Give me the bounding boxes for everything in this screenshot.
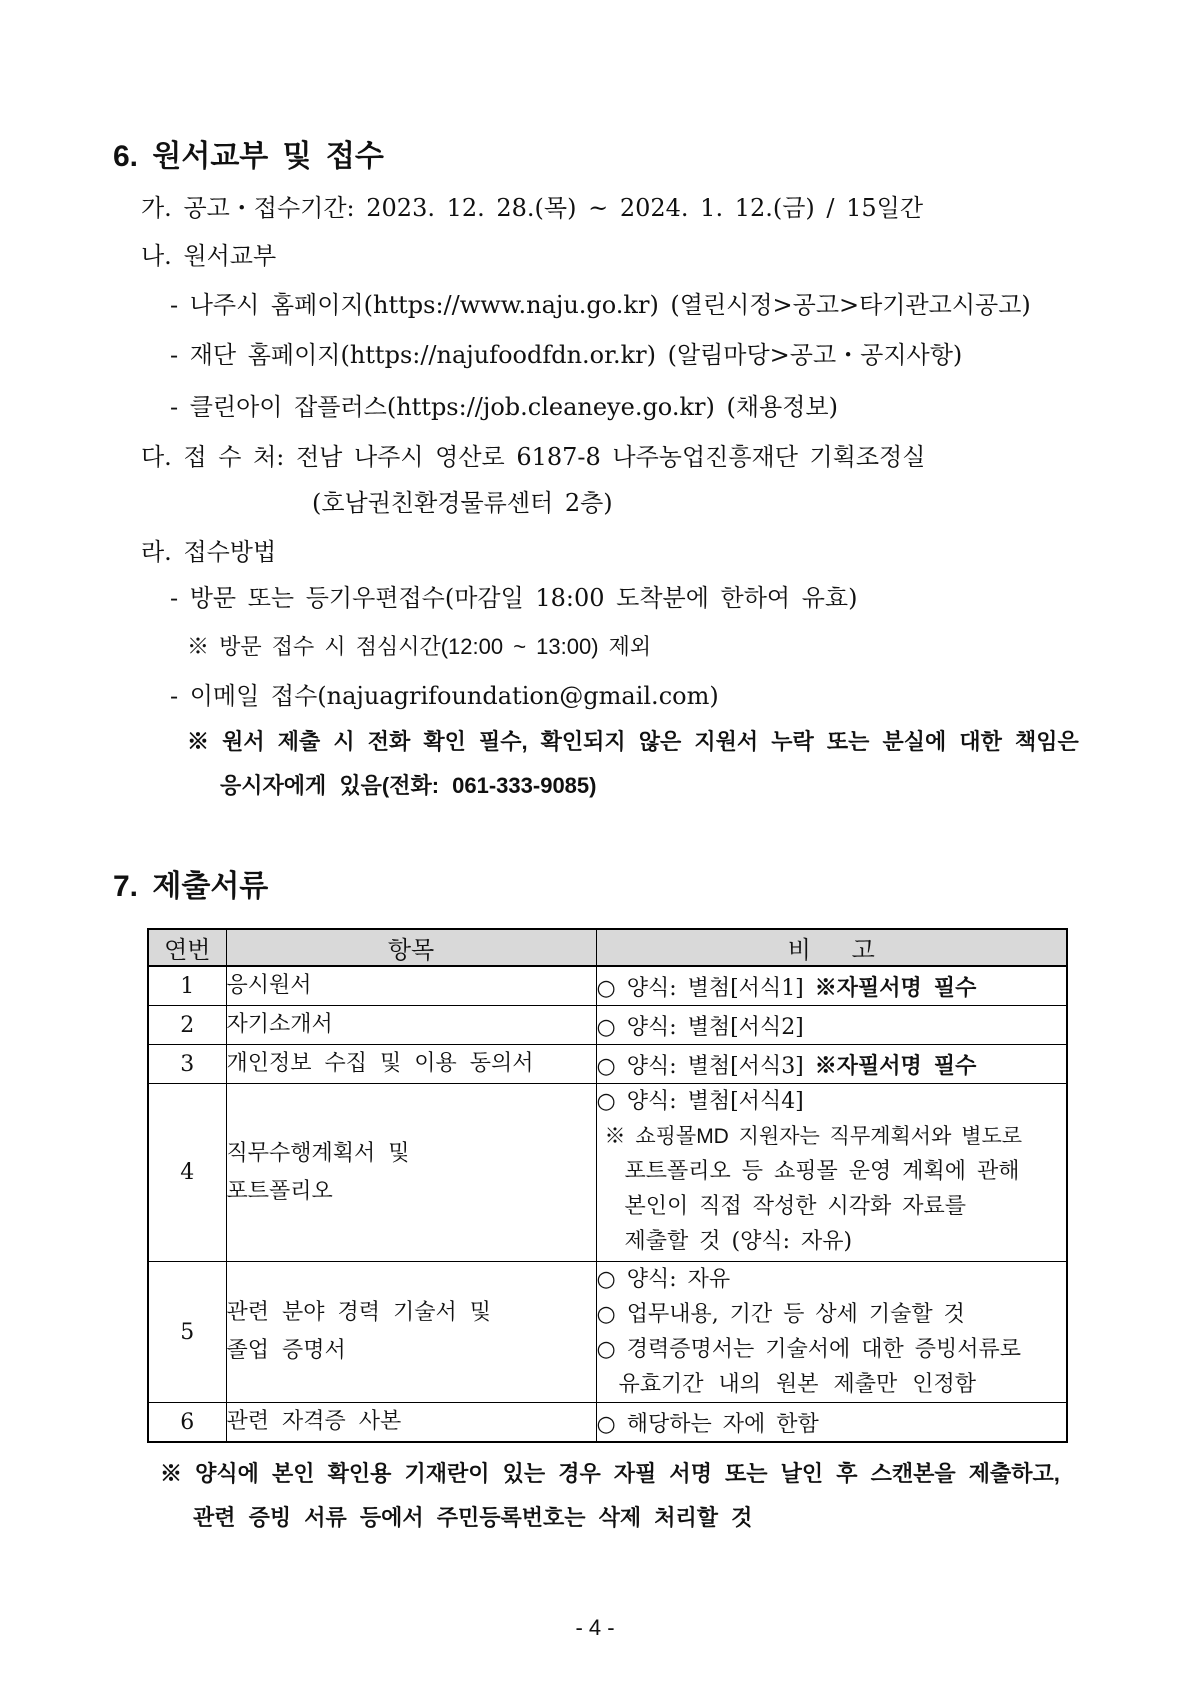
form-signature-note: ※ 양식에 본인 확인용 기재란이 있는 경우 자필 서명 또는 날인 후 스캔본을 제출하고,: [160, 1461, 1060, 1486]
remark-line: 포트폴리오 등 쇼핑몰 운영 계획에 관해: [624, 1159, 1020, 1184]
row-remarks: [596, 1045, 1067, 1084]
row-remarks: [596, 1262, 1067, 1403]
row-item-line: 관련 분야 경력 기술서 및: [226, 1300, 491, 1325]
row-item-line: 관련 자격증 사본: [226, 1409, 402, 1434]
row-number: 2: [148, 1006, 226, 1045]
distribution-item-naju-city: - 나주시 홈페이지(https://www.naju.go.kr) (열린시정>공고>타기관고시공고): [170, 291, 1031, 319]
distribution-item-foundation: - 재단 홈페이지(https://najufoodfdn.or.kr) (알림마당>공고・공지사항): [170, 341, 963, 369]
remark-line: 제출할 것 (양식: 자유): [624, 1229, 853, 1254]
reception-method-title: 라. 접수방법: [141, 538, 277, 566]
row-number: 3: [148, 1045, 226, 1084]
remark-reference-note: ※ 쇼핑몰MD 지원자는 직무계획서와 별도로: [604, 1125, 1023, 1148]
row-item: [226, 1045, 596, 1084]
table-row: [148, 1262, 1067, 1403]
phone-confirmation-warning: ※ 원서 제출 시 전화 확인 필수, 확인되지 않은 지원서 누락 또는 분실에 대한 책임은: [187, 729, 1079, 754]
section-6-heading: 6. 원서교부 및 접수: [113, 140, 384, 173]
row-remarks: [596, 1084, 1067, 1262]
remark-line: ○ 경력증명서는 기술서에 대한 증빙서류로: [596, 1337, 1021, 1362]
visit-lunch-note: ※ 방문 접수 시 점심시간(12:00 ~ 13:00) 제외: [187, 634, 652, 659]
table-row: [148, 1084, 1067, 1262]
row-number: 1: [148, 966, 226, 1006]
row-remarks: [596, 1006, 1067, 1045]
table-row: [148, 1006, 1067, 1045]
form-signature-note-cont: 관련 증빙 서류 등에서 주민등록번호는 삭제 처리할 것: [193, 1505, 753, 1530]
remark-line: ○ 해당하는 자에 한함: [596, 1411, 819, 1437]
column-header-item: 항목: [226, 929, 596, 966]
remark-line: 본인이 직접 작성한 시각화 자료를: [624, 1194, 967, 1219]
remark-line: ○ 양식: 별첨[서식2]: [596, 1014, 804, 1040]
column-header-number: 연번: [148, 929, 226, 966]
row-number: 4: [148, 1084, 226, 1262]
row-item-line: 직무수행계획서 및: [226, 1140, 410, 1166]
reception-office: 다. 접 수 처: 전남 나주시 영산로 6187-8 나주농업진흥재단 기획조정실: [141, 443, 926, 471]
application-period: 가. 공고・접수기간: 2023. 12. 28.(목) ~ 2024. 1. 12.(금) / 15일간: [141, 194, 924, 222]
table-header-row: [148, 929, 1067, 966]
column-header-remarks: 비 고: [596, 929, 1067, 966]
row-number: 6: [148, 1403, 226, 1443]
row-item: [226, 1006, 596, 1045]
table-row: [148, 1045, 1067, 1084]
reception-method-visit: - 방문 또는 등기우편접수(마감일 18:00 도착분에 한하여 유효): [170, 584, 858, 612]
remark-line: ○ 양식: 별첨[서식4]: [596, 1089, 804, 1114]
row-number: 5: [148, 1262, 226, 1403]
row-remarks: [596, 1403, 1067, 1443]
reception-method-email: - 이메일 접수(najuagrifoundation@gmail.com): [170, 682, 719, 710]
table-row: [148, 1403, 1067, 1443]
row-item-line: 졸업 증명서: [226, 1338, 346, 1363]
row-item-line: 응시원서: [226, 973, 312, 998]
remark-line: ○ 양식: 별첨[서식3]: [596, 1053, 804, 1079]
distribution-title: 나. 원서교부: [141, 242, 277, 270]
row-item-line: 개인정보 수집 및 이용 동의서: [226, 1051, 534, 1076]
distribution-item-cleaneye: - 클린아이 잡플러스(https://job.cleaneye.go.kr) (채용정보): [170, 393, 838, 421]
row-item-line: 포트폴리오: [226, 1178, 333, 1204]
reception-office-building: (호남권친환경물류센터 2층): [312, 489, 613, 517]
row-item: [226, 1403, 596, 1443]
signature-required-note: ※자필서명 필수: [814, 974, 977, 1000]
page-number: - 4 -: [575, 1615, 615, 1640]
row-item: [226, 1262, 596, 1403]
signature-required-note: ※자필서명 필수: [814, 1052, 977, 1078]
row-remarks: [596, 966, 1067, 1006]
phone-confirmation-warning-cont: 응시자에게 있음(전화: 061-333-9085): [220, 773, 597, 798]
remark-line: ○ 업무내용, 기간 등 상세 기술할 것: [596, 1302, 965, 1327]
row-item: [226, 966, 596, 1006]
remark-line: ○ 양식: 자유: [596, 1267, 731, 1292]
section-7-heading: 7. 제출서류: [113, 870, 269, 903]
remark-line: 유효기간 내의 원본 제출만 인정함: [618, 1372, 977, 1397]
remark-line: ○ 양식: 별첨[서식1]: [596, 975, 804, 1001]
row-item-line: 자기소개서: [226, 1012, 333, 1037]
row-item: [226, 1084, 596, 1262]
table-row: [148, 966, 1067, 1006]
submission-documents-table: [147, 928, 1068, 1443]
